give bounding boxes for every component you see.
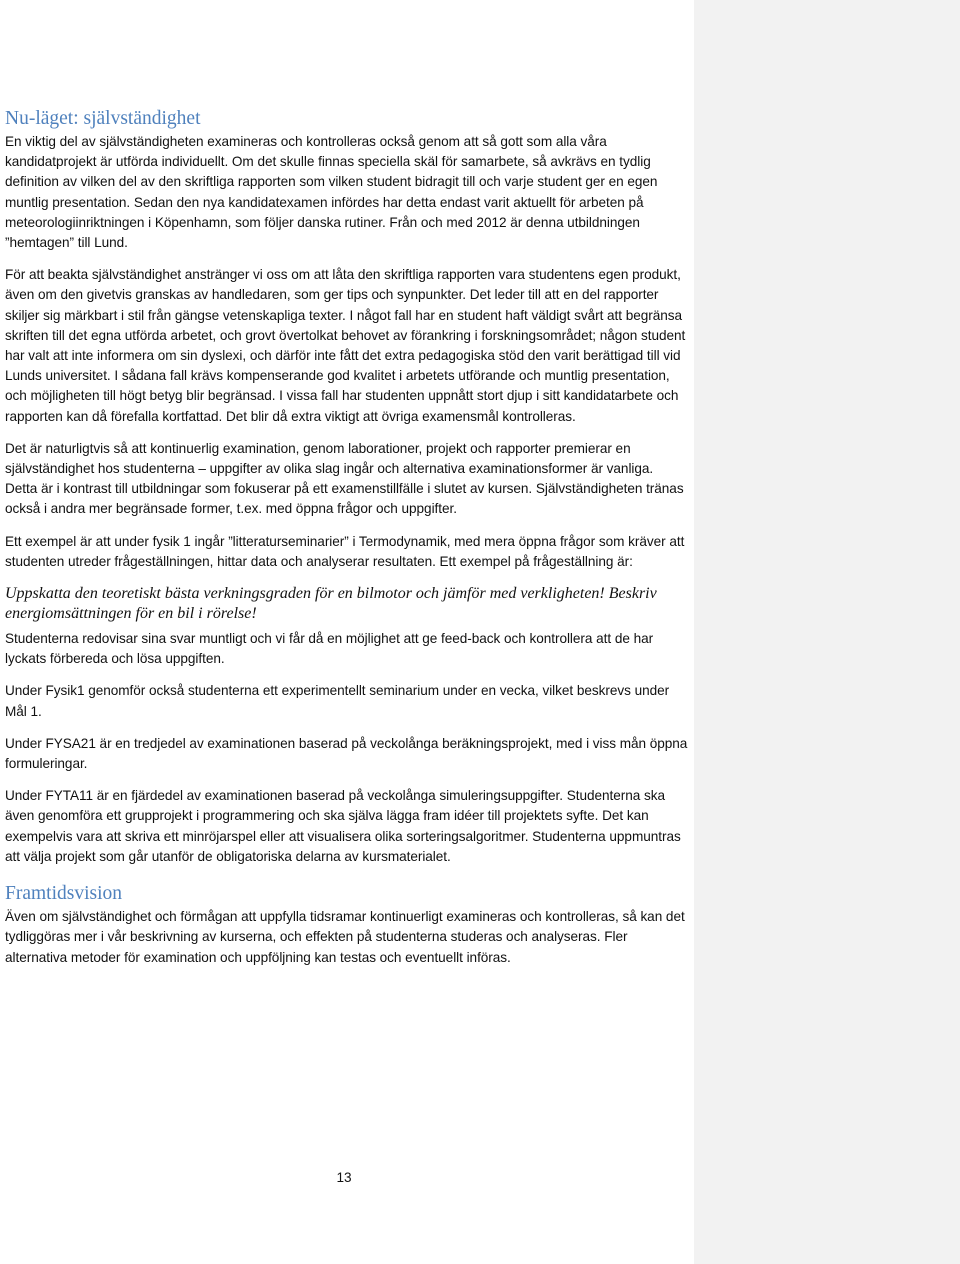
paragraph: Det är naturligtvis så att kontinuerlig examination, genom laborationer, projekt och rapporter premierar en självständighet hos studenterna – uppgifter av olika slag ingår och alternativa examinationsformer är vanliga. Detta är i kontrast till utbildningar som fokuserar på ett examenstillfälle i slutet av kursen. Självständigheten tränas också i andra mer begränsade former, t.ex. med öppna frågor och uppgifter. — [5, 440, 684, 517]
section-heading-framtidsvision: Framtidsvision — [5, 883, 123, 905]
paragraph: Under FYSA21 är en tredjedel av examinationen baserad på veckolånga beräkningsprojekt, med i viss mån öppna formuleringar. — [5, 735, 688, 772]
paragraph: Studenterna redovisar sina svar muntligt och vi får då en möjlighet att ge feed-back och kontrollera att de har lyckats förbereda och lösa uppgiften. — [5, 631, 654, 667]
paragraph: Ett exempel är att under fysik 1 ingår ”litteraturseminarier” i Termodynamik, med mera öppna frågor som kräver att studenten utreder frågeställningen, hittar data och analyserar resultaten. Ett exempel på frågeställning är: — [5, 533, 685, 569]
section-heading-nulaget: Nu-läget: självständighet — [5, 108, 201, 129]
document-page — [5, 106, 689, 980]
paragraph: En viktig del av självständigheten examineras och kontrolleras också genom att så gott som alla våra kandidatprojekt är utförda individuellt. Om det skulle finnas speciella skäl för samarbete, så avkrävs en tydlig definition av vilken del av den skriftliga rapporten som vilken student bidragit till och varje student ger en egen muntlig presentation. Sedan den nya kandidatexamen infördes har detta endast varit aktuellt för arbeten på meteorologiinriktningen i Köpenhamn, som följer danska rutiner. Från och med 2012 är denna utbildningen ”hemtagen” till Lund. — [5, 134, 658, 251]
example-question-quote: Uppskatta den teoretiskt bästa verkningsgraden för en bilmotor och jämför med verkligheten! Beskriv energiomsättningen för en bil i rörelse! — [5, 585, 657, 622]
paragraph: Även om självständighet och förmågan att uppfylla tidsramar kontinuerligt examineras och kontrolleras, så kan det tydliggöras mer i vår beskrivning av kurserna, och effekten på studenterna studeras och analyseras. Fler alternativa metoder för examination och uppföljning kan testas och eventuellt införas. — [5, 909, 685, 965]
paragraph: Under Fysik1 genomför också studenterna ett experimentellt seminarium under en vecka, vilket beskrevs under Mål 1. — [5, 683, 670, 719]
paragraph: Under FYTA11 är en fjärdedel av examinationen baserad på veckolånga simuleringsuppgifter. Studenterna ska även genomföra ett grupprojekt i programmering och ska själva lägga fram idéer till projektets syfte. Det kan exempelvis vara att skriva ett minröjarspel eller att visualisera olika sorteringsalgoritmer. Studenterna uppmuntras att välja projekt som går utanför de obligatoriska delarna av kursmaterialet. — [5, 788, 681, 864]
page-number: 13 — [336, 1170, 352, 1185]
paragraph: För att beakta självständighet anstränger vi oss om att låta den skriftliga rapporten vara studentens egen produkt, även om den givetvis granskas av handledaren, som ger tips och synpunkter. Det leder till att en del rapporter skiljer sig märkbart i stil från gängse vetenskapliga texter. I något fall har en student haft väldigt svårt att begränsa skriften till det egna utförda arbetet, och grovt övertolkat behovet av förankring i forskningsområdet; någon student har valt att inte informera om sin dyslexi, och därför inte fått det extra pedagogiska stöd den varit berättigad till vid Lunds universitet. I sådana fall krävs kompenserande god kvalitet i arbetets utförande och muntlig presentation, och möjligheten till högt betyg blir begränsad. I vissa fall har studenten uppnått stort djup i sitt kandidatarbete och rapporten kan då förefalla kortfattad. Det blir då extra viktigt att övriga examensmål kontrolleras. — [5, 267, 686, 424]
comment-margin-pane — [694, 0, 960, 1264]
